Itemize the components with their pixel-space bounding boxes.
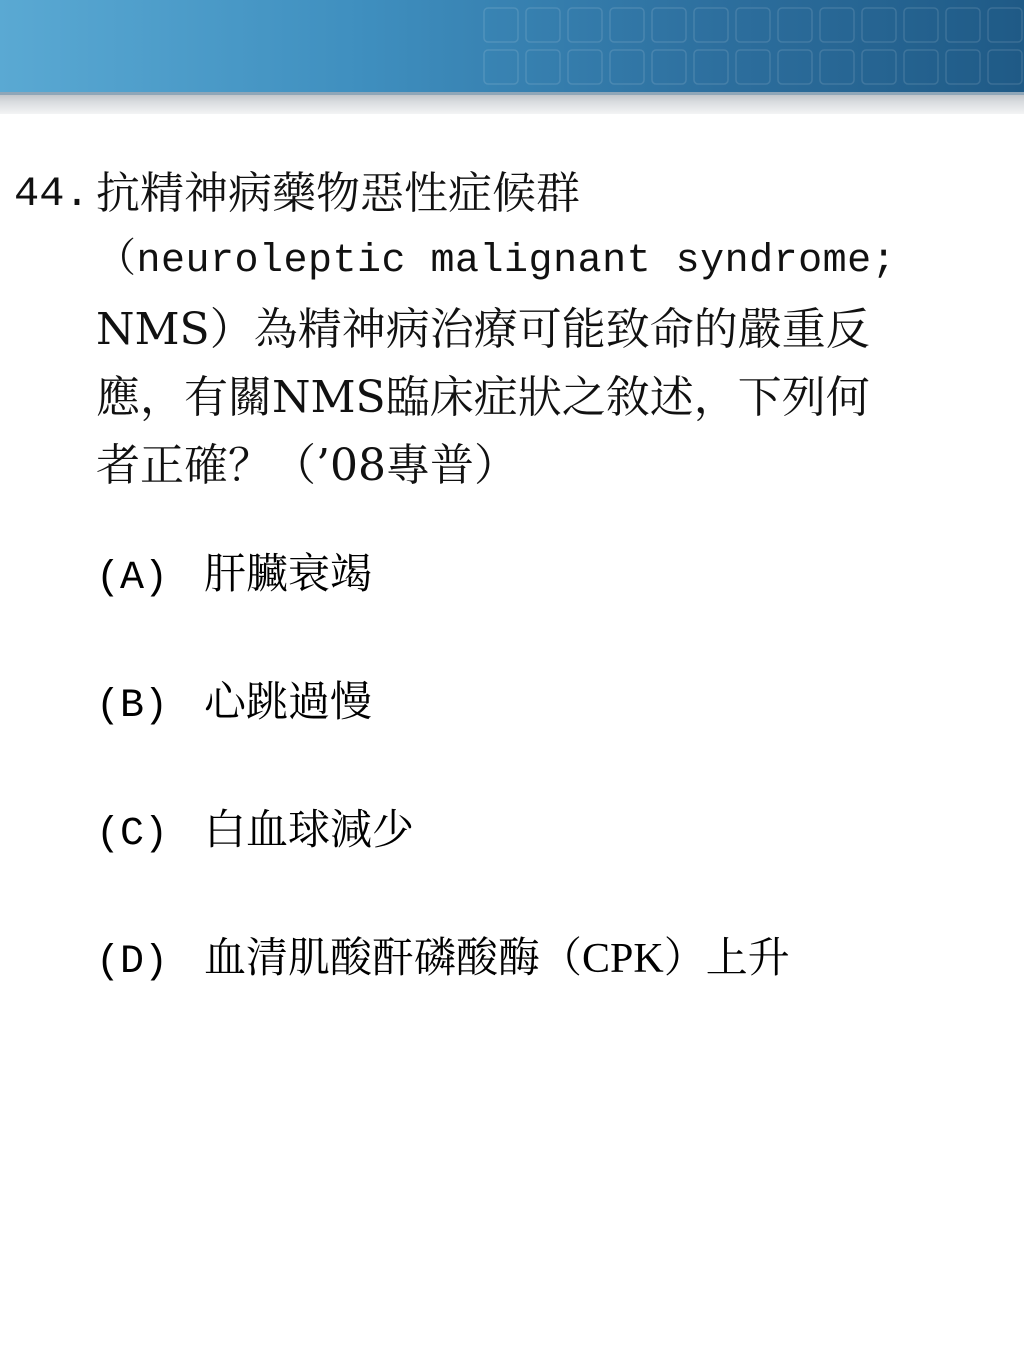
- answer-options: [96, 545, 996, 1057]
- option-a: [96, 545, 996, 673]
- option-text: 血清肌酸酐磷酸酶（CPK）上升: [204, 936, 790, 982]
- option-b: [96, 673, 996, 801]
- header-band: [0, 0, 1024, 92]
- question-line-3: [0, 296, 1000, 364]
- question-line-4: [0, 364, 1000, 432]
- header-shadow: [0, 92, 1024, 114]
- header-divider: [0, 92, 1024, 95]
- header-grid-pattern: [464, 0, 1024, 92]
- question-line-2: [0, 228, 1000, 296]
- option-label: (C): [96, 812, 169, 857]
- question-text: 抗精神病藥物惡性症候群: [96, 168, 580, 219]
- option-d: [96, 929, 996, 1057]
- question-text: （neuroleptic malignant syndrome;: [96, 239, 897, 284]
- option-c: [96, 801, 996, 929]
- question-line-1: [0, 160, 1000, 228]
- question-text: NMS）為精神病治療可能致命的嚴重反: [96, 304, 870, 355]
- option-text: 心跳過慢: [204, 680, 373, 726]
- question-number: 44.: [14, 170, 90, 218]
- option-label: (B): [96, 684, 169, 729]
- option-label: (D): [96, 940, 169, 985]
- question-block: [0, 160, 1000, 500]
- question-text: 應，有關NMS臨床症狀之敘述，下列何: [96, 372, 870, 423]
- question-text: 者正確？（’08專普）: [96, 440, 518, 491]
- question-line-5: [0, 432, 1000, 500]
- option-text: 白血球減少: [204, 808, 415, 854]
- option-text: 肝臟衰竭: [204, 552, 373, 598]
- option-label: (A): [96, 556, 169, 601]
